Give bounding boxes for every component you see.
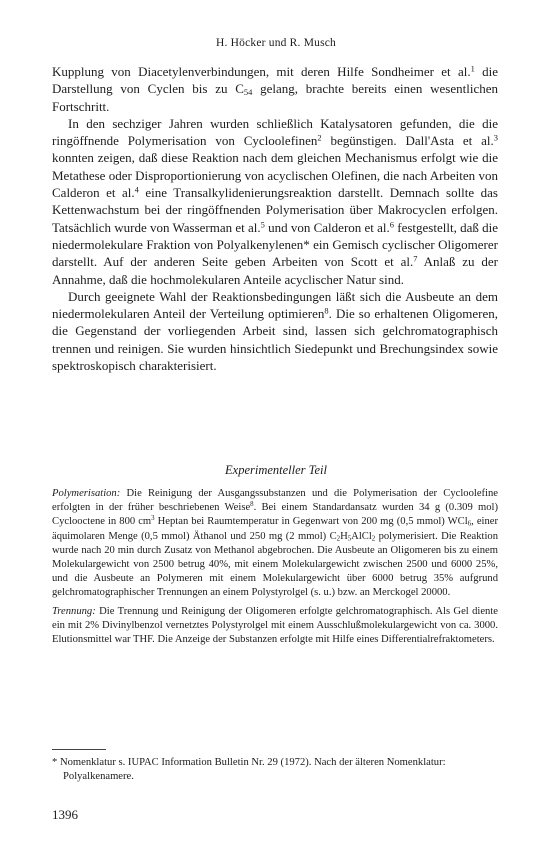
text-span: Die Reinigung der Ausgangssubstanzen und die Polymerisation der Cycloolefine erfolgten in der früher beschriebenen Weise	[52, 488, 498, 514]
text-span: die Darstellung von Cyclen bis zu C	[52, 64, 498, 97]
text-span: konnten zeigen, daß diese Reaktion nach dem gleichen Mechanismus erfolgt wie die Metathese oder Disproportionierung von acyclischen Olefinen, die nach Arbeiten von Calderon et al.	[52, 150, 498, 201]
citation-ref: 2	[317, 132, 322, 143]
polymerisation-paragraph	[52, 487, 498, 601]
subscript: 6	[467, 521, 472, 529]
text-span: . Bei einem Standardansatz wurden 34 g (0.309 mol) Cyclooctene in 800 cm	[52, 502, 498, 528]
text-span: Durch geeignete Wahl der Reaktionsbedingungen läßt sich die Ausbeute an dem niedermolekularen Anteil der Verteilung optimieren	[52, 288, 498, 322]
paragraph-3	[52, 288, 498, 374]
citation-ref: 8	[324, 305, 329, 316]
text-span: und von Calderon et al.	[264, 219, 390, 235]
paragraph-2	[52, 115, 498, 288]
running-head: H. Höcker und R. Musch	[215, 37, 337, 49]
section-title: Experimenteller Teil	[225, 463, 327, 477]
subscript: 5	[347, 535, 352, 543]
text-span: . Die so erhaltenen Oligomeren, die Gegenstand der vorliegenden Arbeit sind, lassen sich gelchromatographisch trennen und reinigen. Sie wurden hinsichtlich Siedepunkt und Brechungsindex sowie spektroskopisch charakterisiert.	[52, 306, 498, 374]
citation-ref: 5	[260, 219, 265, 230]
page-number: 1396	[52, 807, 78, 822]
footnote: * Nomenklatur s. IUPAC Information Bulletin Nr. 29 (1972). Nach der älteren Nomenklatur: Polyalkenamere.	[52, 757, 446, 783]
text-span: Kupplung von Diacetylenverbindungen, mit deren Hilfe Sondheimer et al.	[52, 64, 471, 79]
subscript: 2	[336, 535, 341, 543]
footnote-rule	[52, 749, 106, 750]
paragraph-1	[52, 63, 498, 115]
citation-ref: 6	[389, 219, 395, 230]
superscript: 3	[151, 515, 155, 523]
body-text	[52, 63, 498, 374]
text-span: Die Trennung und Reinigung der Oligomeren erfolgte gelchromatographisch. Als Gel diente ein mit 2% Divinylbenzol vernetztes Polystyrolgel mit einem Ausschlußmolekulargewicht von ca. 3000. Elutionsmittel war THF. Die Anzeige der Substanzen erfolgte mit Hilfe eines Differentialrefraktometers.	[52, 605, 498, 646]
subscript: 54	[243, 87, 253, 98]
run-in-heading: Trennung:	[52, 605, 96, 617]
citation-ref: 4	[134, 184, 139, 195]
run-in-heading: Polymerisation:	[52, 488, 121, 499]
text-span: AlCl	[351, 530, 372, 542]
text-span: In den sechziger Jahren wurden schließlich Katalysatoren gefunden, die die ringöffnende Polymerisation von Cycloolefinen	[52, 115, 498, 149]
text-span: , einer äquimolaren Menge (0,5 mmol) Äthanol und 250 mg (2 mmol) C	[52, 516, 499, 542]
text-span: H	[340, 530, 348, 542]
citation-ref: 8	[250, 501, 254, 509]
text-span: begünstigen. Dall'Asta et al.	[321, 133, 494, 149]
subscript: 2	[371, 535, 376, 543]
text-span: gelang, brachte bereits einen wesentlichen Fortschritt.	[52, 81, 498, 114]
citation-ref: 3	[493, 132, 498, 143]
text-span: Anlaß zu der Annahme, daß die hochmolekularen Anteile acyclischer Natur sind.	[52, 254, 499, 287]
text-span: Heptan bei Raumtemperatur in Gegenwart von 200 mg (0,5 mmol) WCl	[154, 516, 468, 528]
experimental-text	[52, 487, 498, 651]
citation-ref: 1	[470, 63, 475, 74]
text-span: eine Transalkylidenierungsreaktion darstellt. Demnach sollte das Kettenwachstum bei der ringöffnenden Polymerisation über Makrocyclen erfolgen. Tatsächlich wurde von Wasserman et al.	[52, 185, 498, 235]
citation-ref: 7	[413, 253, 418, 264]
text-span: polymerisiert. Die Reaktion wurde nach 20 min durch Zusatz von Methanol abgebrochen. Die Ausbeute an Oligomeren bis zu einem Molekulargewicht von 2500 betrug 40%, mit einem Molekulargewicht zwischen 2500 und 6000 25%, und die Ausbeute an Polymeren mit einem Molekulargewicht über 6000 betrug 35% aufgrund gelchromatographischer Trennungen an einem Polystyrolgel (s. u.) bzw. an Merckogel 20000.	[52, 530, 498, 599]
text-span: festgestellt, daß die niedermolekulare Fraktion von Polyalkenylenen* ein Gemisch cyclischer Oligomerer darstellt. Auf der anderen Seite geben Arbeiten von Scott et al.	[52, 219, 498, 270]
trennung-paragraph	[52, 605, 498, 648]
